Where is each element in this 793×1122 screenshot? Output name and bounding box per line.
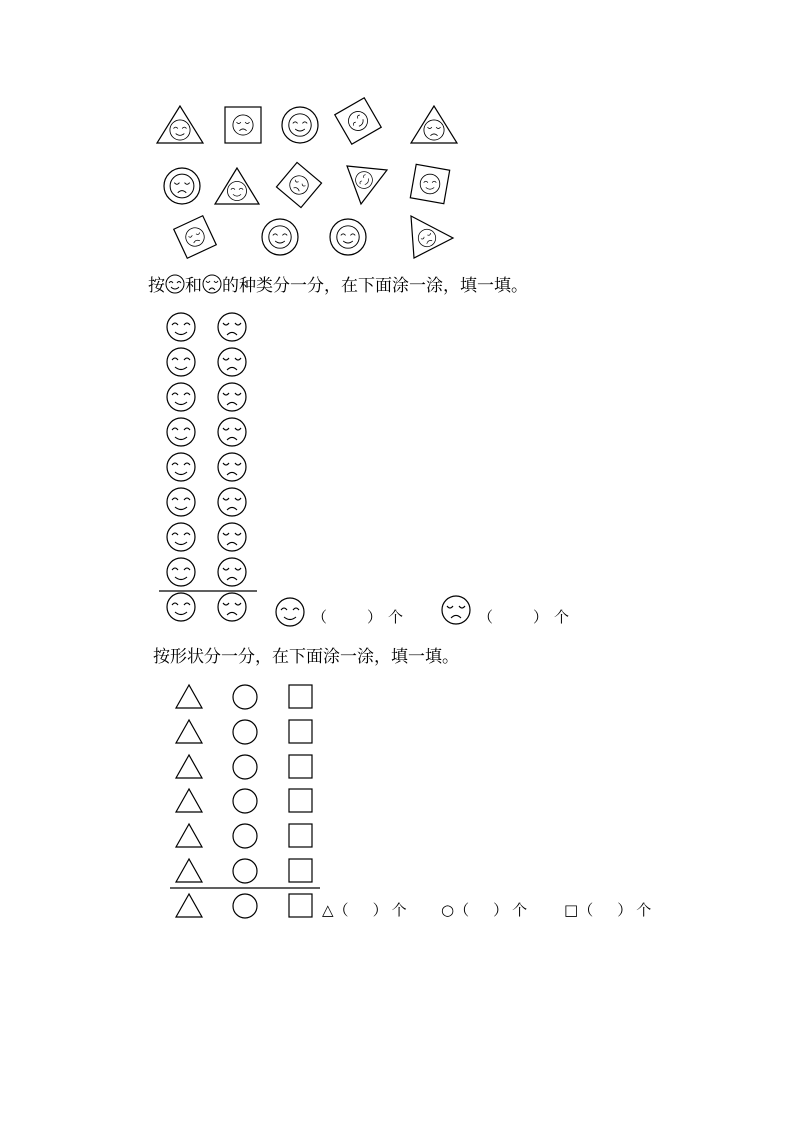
triangle-sad-shape <box>411 106 457 143</box>
open-paren: （ <box>454 901 470 919</box>
rotated-square-smile-shape <box>335 98 381 144</box>
sad-count-blank <box>478 607 569 627</box>
face-count-graph <box>0 300 793 640</box>
triangle-smile-shape <box>215 168 259 204</box>
open-paren: （ <box>478 608 494 626</box>
square-label-icon <box>289 894 312 917</box>
shape-count-graph <box>0 670 793 930</box>
circle-smile-shape <box>282 107 318 143</box>
smile-face-icon <box>165 274 185 294</box>
section1-instruction <box>148 274 528 296</box>
rotated-square-sad-shape <box>174 216 217 259</box>
triangle-smile-shape <box>157 106 203 143</box>
smile-count-blank <box>312 607 403 627</box>
open-paren: （ <box>578 901 594 919</box>
open-paren: （ <box>333 901 349 919</box>
smile-label-icon <box>167 593 195 621</box>
circle-label-icon <box>233 894 257 918</box>
instruction-text-part: 的种类分一分，在下面涂一涂，填一填。 <box>222 276 528 296</box>
close-paren: ） <box>367 608 383 626</box>
close-paren: ） <box>533 608 549 626</box>
circle-smile-shape <box>330 219 366 255</box>
square-count-blank <box>564 900 651 920</box>
circle-sad-shape <box>164 168 200 204</box>
rotated-square-smile-shape <box>410 164 449 203</box>
right-triangle-sad-shape <box>411 216 453 258</box>
close-paren: ） <box>372 901 388 919</box>
triangle-count-blank <box>322 900 407 920</box>
sad-label-icon <box>218 593 246 621</box>
circle-smile-shape <box>262 219 298 255</box>
open-paren: （ <box>312 608 328 626</box>
square-column <box>289 685 312 882</box>
circle-icon: ○ <box>441 901 455 919</box>
shape-label-row <box>176 894 312 918</box>
square-icon: □ <box>564 901 579 919</box>
close-paren: ） <box>493 901 509 919</box>
unit-label: 个 <box>388 608 404 626</box>
close-paren: ） <box>617 901 633 919</box>
triangle-icon: △ <box>322 901 334 919</box>
circle-column <box>233 685 257 883</box>
unit-label: 个 <box>554 608 570 626</box>
sad-face-icon <box>202 274 222 294</box>
smile-answer-icon <box>276 598 304 626</box>
rotated-square-sad-shape <box>276 162 321 207</box>
section2-instruction: 按形状分一分，在下面涂一涂，填一填。 <box>153 647 459 667</box>
unit-label: 个 <box>512 901 528 919</box>
circle-count-blank <box>441 900 527 920</box>
unit-label: 个 <box>636 901 652 919</box>
shapes-figure <box>0 0 793 270</box>
smile-column <box>167 313 195 586</box>
triangle-column <box>176 685 202 882</box>
sad-column <box>218 313 246 586</box>
instruction-text-part: 按 <box>148 276 165 296</box>
square-sad-shape <box>225 107 261 143</box>
instruction-text-part: 和 <box>185 276 202 296</box>
unit-label: 个 <box>391 901 407 919</box>
inverted-triangle-smile-shape <box>347 166 387 204</box>
sad-answer-icon <box>442 596 470 624</box>
triangle-label-icon <box>176 894 202 917</box>
